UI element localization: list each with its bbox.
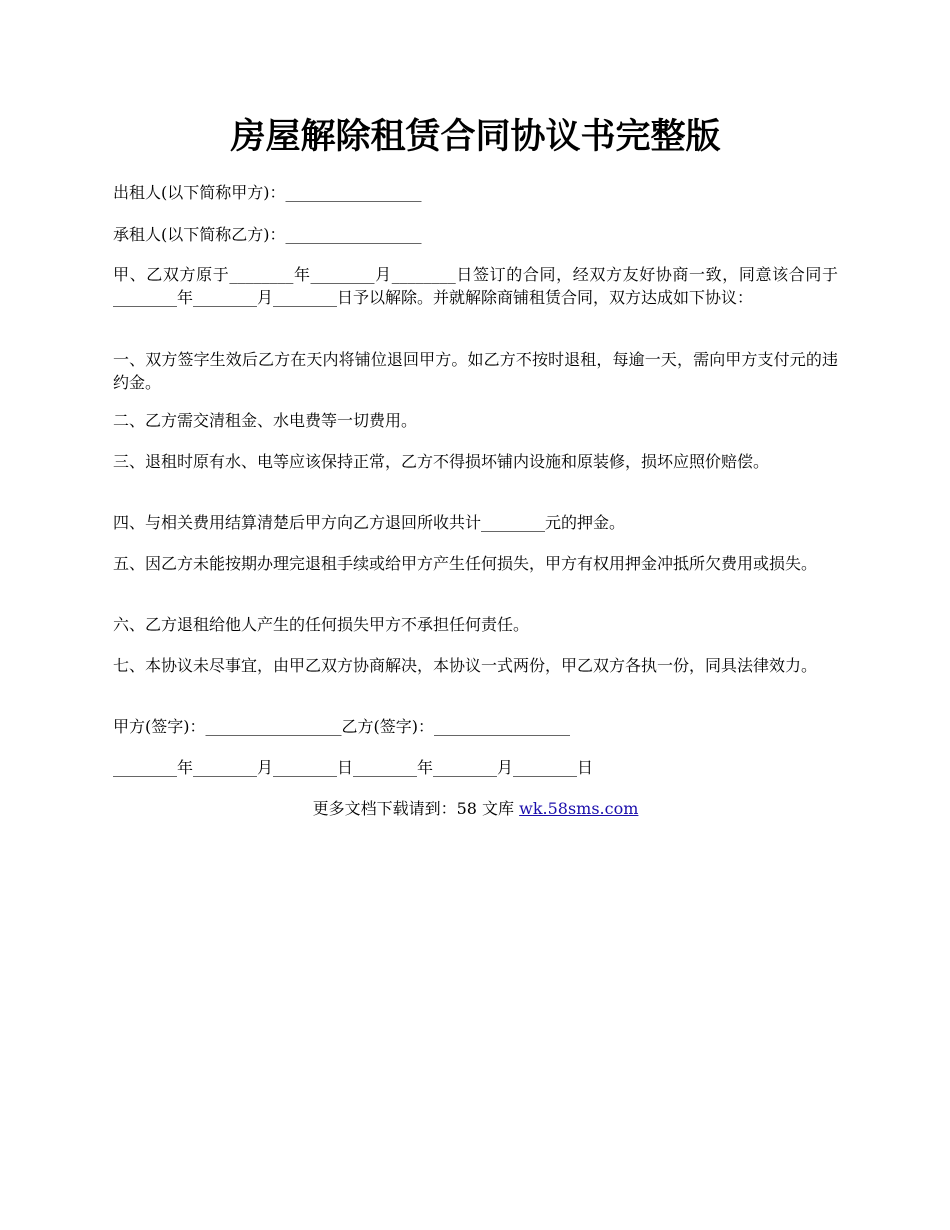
clause-6: 六、乙方退租给他人产生的任何损失甲方不承担任何责任。 (113, 615, 530, 634)
date-line: ________年________月________日________年________月________日 (113, 758, 594, 777)
footer-text: 更多文档下载请到：58 文库 (312, 799, 520, 818)
footer-link[interactable]: wk.58sms.com (519, 799, 639, 818)
download-footer (113, 797, 838, 820)
clause-2: 二、乙方需交清租金、水电费等一切费用。 (113, 411, 418, 430)
signature-line: 甲方(签字)：_________________乙方(签字)：_________________ (113, 717, 570, 736)
clause-1: 一、双方签字生效后乙方在天内将铺位退回甲方。如乙方不按时退租，每逾一天，需向甲方支付元的违约金。 (113, 350, 838, 392)
lessor-line: 出租人(以下简称甲方)：_________________ (113, 183, 422, 202)
lessee-line: 承租人(以下简称乙方)：_________________ (113, 225, 422, 244)
clause-3: 三、退租时原有水、电等应该保持正常，乙方不得损坏铺内设施和原装修，损坏应照价赔偿。 (113, 452, 770, 471)
clause-7: 七、本协议未尽事宜，由甲乙双方协商解决，本协议一式两份，甲乙双方各执一份，同具法律效力。 (113, 656, 818, 675)
clause-4: 四、与相关费用结算清楚后甲方向乙方退回所收共计________元的押金。 (113, 513, 626, 532)
clause-5: 五、因乙方未能按期办理完退租手续或给甲方产生任何损失，甲方有权用押金冲抵所欠费用或损失。 (113, 554, 818, 573)
document-title: 房屋解除租赁合同协议书完整版 (230, 116, 721, 157)
preamble-paragraph: 甲、乙双方原于________年________月________日签订的合同，经双方友好协商一致，同意该合同于________年________月________日予以解除。并就解除商铺租赁合同，双方达成如下协议： (113, 265, 838, 307)
